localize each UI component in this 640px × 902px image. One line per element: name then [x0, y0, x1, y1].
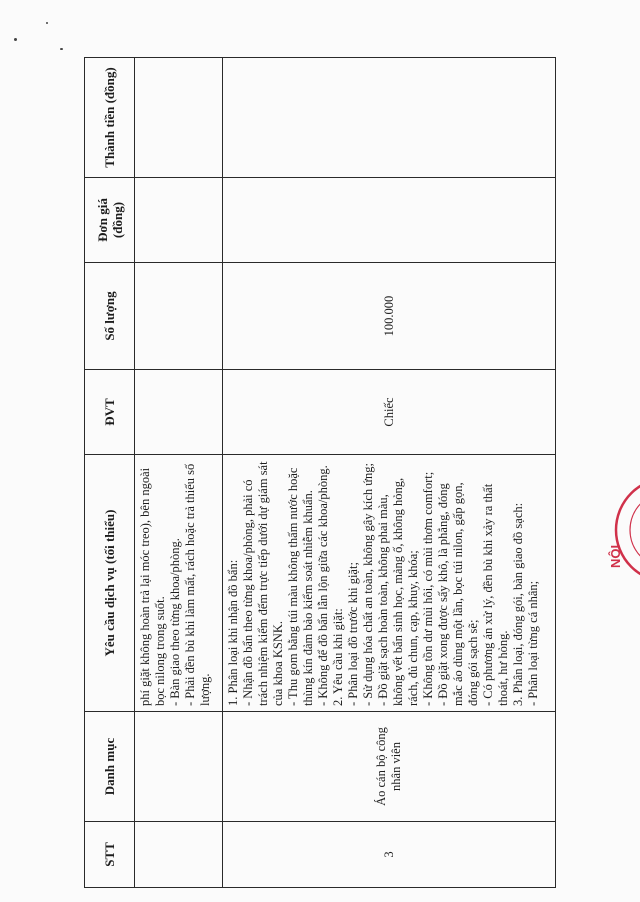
- cell-dvt-empty: [135, 370, 223, 455]
- scan-speck: [14, 38, 17, 41]
- table-row-continuation: [135, 58, 223, 888]
- cell-stt: 3: [223, 822, 556, 888]
- cell-don-gia-empty: [135, 178, 223, 263]
- service-table-rotated: [84, 58, 555, 888]
- req-line: - Sử dụng hóa chất an toàn, không gây kích ứng;: [361, 462, 375, 706]
- cell-dvt: Chiếc: [223, 370, 556, 455]
- req-line: - Đồ giặt sạch hoàn toàn, không phai màu, không vết bẩn sinh học, mảng ố, không hỏng, rách, đủ chun, cạp, khuy, khóa;: [376, 477, 420, 706]
- header-don-gia: Đơn giá (đồng): [85, 178, 135, 263]
- req-line: - Bàn giao theo từng khoa/phòng.: [168, 538, 182, 706]
- cell-stt-empty: [135, 822, 223, 888]
- cell-thanh-tien: [223, 58, 556, 178]
- req-line: - Thu gom bằng túi màu không thấm nước hoặc thùng kín đảm bảo kiểm soát nhiễm khuẩn.: [286, 467, 315, 706]
- table-header-row: [85, 58, 135, 888]
- service-requirements-table: [84, 57, 556, 888]
- req-line: - Phân loại đồ trước khi giặt;: [346, 562, 360, 706]
- cell-so-luong: 100.000: [223, 263, 556, 370]
- stamp-text: NỘI: [608, 544, 623, 568]
- req-line: - Phải đền bù khi làm mất, rách hoặc trả thiếu số lượng.: [183, 463, 212, 706]
- req-line: - Không tồn dư mùi hôi, có mùi thơm comfort;: [421, 471, 435, 706]
- req-line: - Không để đồ bẩn lẫn lộn giữa các khoa/phòng.: [316, 465, 330, 706]
- cell-thanh-tien-empty: [135, 58, 223, 178]
- cell-danh-muc: Áo cán bộ công nhân viên: [223, 712, 556, 822]
- header-stt: STT: [85, 822, 135, 888]
- req-line: 2. Yêu cầu khi giặt:: [331, 608, 345, 706]
- header-thanh-tien: Thành tiền (đồng): [85, 58, 135, 178]
- req-line: phí giặt không hoàn trả lại móc treo), bên ngoài bọc nilong trong suốt.: [138, 467, 167, 706]
- req-line: - Đồ giặt xong được sấy khô, là phẳng, đóng mắc áo dùng một lần, bọc túi nilon, gấp gọn, đóng gói sạch sẽ;: [436, 482, 480, 706]
- header-dvt: ĐVT: [85, 370, 135, 455]
- scan-speck: [60, 48, 63, 50]
- cell-requirements: [223, 455, 556, 712]
- req-line: 1. Phân loại khi nhận đồ bẩn:: [226, 559, 240, 706]
- table-row-3: [223, 58, 556, 888]
- cell-danh-muc-empty: [135, 712, 223, 822]
- cell-so-luong-empty: [135, 263, 223, 370]
- req-line: - Có phương án xử lý, đền bù khi xảy ra thất thoát, hư hỏng.: [481, 483, 510, 706]
- header-so-luong: Số lượng: [85, 263, 135, 370]
- req-line: 3. Phân loại, đóng gói, bàn giao đồ sạch:: [511, 502, 525, 706]
- red-stamp: [598, 470, 640, 590]
- header-yeu-cau: Yêu cầu dịch vụ (tối thiểu): [85, 455, 135, 712]
- req-line: - Nhận đồ bẩn theo từng khoa/phòng, phải có trách nhiệm kiểm đếm trực tiếp dưới dự giám sát của khoa KSNK.: [241, 461, 285, 706]
- header-danh-muc: Danh mục: [85, 712, 135, 822]
- scan-speck: [46, 22, 48, 24]
- cell-requirements-continuation: [135, 455, 223, 712]
- req-line: - Phân loại từng cá nhân;: [526, 580, 540, 706]
- cell-don-gia: [223, 178, 556, 263]
